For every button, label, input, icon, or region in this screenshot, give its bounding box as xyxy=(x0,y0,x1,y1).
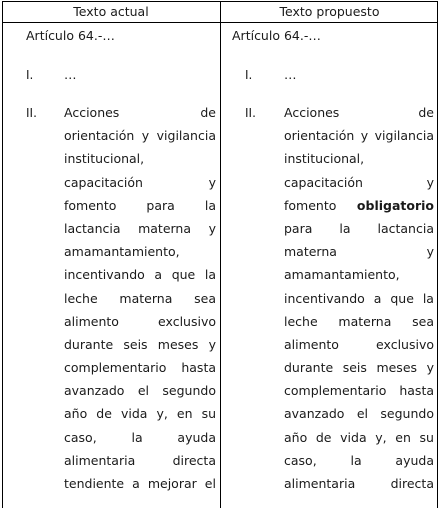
word: de xyxy=(200,105,216,120)
paragraph-line xyxy=(64,360,216,383)
word: la xyxy=(204,197,216,213)
word: para xyxy=(146,197,175,213)
word: vigilancia xyxy=(374,128,434,144)
word: amamantamiento, xyxy=(284,267,400,283)
word: exclusivo xyxy=(376,336,434,352)
word: y xyxy=(141,128,150,144)
paragraph-line xyxy=(64,291,216,314)
paragraph-line xyxy=(284,221,434,244)
word: su xyxy=(419,429,434,445)
word: directa xyxy=(172,452,216,468)
word: y xyxy=(360,128,369,144)
word: el xyxy=(356,406,369,422)
word: seis xyxy=(123,336,148,352)
paragraph-line xyxy=(284,267,434,290)
word: y, xyxy=(156,406,168,422)
word: año xyxy=(284,429,308,445)
paragraph-line xyxy=(64,430,216,453)
paragraph-line xyxy=(64,267,216,290)
paragraph-line xyxy=(64,314,216,337)
word: la xyxy=(350,452,362,468)
paragraph-line xyxy=(284,244,434,267)
word: mejorar xyxy=(147,476,197,491)
word: alimentaria xyxy=(284,476,356,491)
right-item-2-paragraph xyxy=(284,105,434,499)
word: y, xyxy=(375,429,387,445)
word: incentivando xyxy=(64,267,145,283)
word: ayuda xyxy=(395,452,434,468)
word: la xyxy=(339,220,351,236)
word: amamantamiento, xyxy=(64,244,180,260)
word: tendiente xyxy=(64,476,125,491)
word: materna xyxy=(284,244,337,260)
word: de xyxy=(418,105,434,120)
paragraph-line xyxy=(284,314,434,337)
word: materna xyxy=(119,290,173,306)
word: institucional, xyxy=(284,151,365,167)
word: la xyxy=(422,290,434,306)
word: fomento xyxy=(64,197,117,213)
word: durante xyxy=(284,360,334,376)
word: complementario xyxy=(284,383,387,399)
left-item-1-number: I. xyxy=(26,68,34,82)
word: directa xyxy=(390,476,434,491)
word: leche xyxy=(284,313,318,329)
paragraph-line xyxy=(64,151,216,174)
right-article-heading: Artículo 64.-… xyxy=(232,28,321,43)
word: lactancia xyxy=(64,220,121,236)
word: el xyxy=(204,476,216,491)
word: y xyxy=(426,360,434,376)
left-border xyxy=(2,1,3,508)
word: su xyxy=(201,406,216,422)
right-border xyxy=(437,1,438,508)
word: vigilancia xyxy=(156,128,216,144)
word: y xyxy=(208,336,216,352)
paragraph-line xyxy=(284,406,434,429)
paragraph-line xyxy=(284,105,434,128)
word: alimento xyxy=(64,313,119,329)
word: la xyxy=(131,429,143,445)
word: alimento xyxy=(284,336,339,352)
comparison-table xyxy=(2,1,438,508)
word: de xyxy=(315,429,332,445)
paragraph-line xyxy=(64,406,216,429)
paragraph-line xyxy=(284,360,434,383)
word: de xyxy=(96,406,112,422)
paragraph-line xyxy=(64,383,216,406)
paragraph-line xyxy=(284,198,434,221)
word: materna xyxy=(138,220,192,236)
word: caso, xyxy=(284,452,317,468)
word: para xyxy=(284,220,313,236)
paragraph-line xyxy=(284,453,434,476)
left-item-2-paragraph xyxy=(64,105,216,499)
word: y xyxy=(426,244,434,260)
paragraph-line xyxy=(64,337,216,360)
word: seis xyxy=(342,360,367,376)
word: avanzado xyxy=(284,406,345,422)
word: materna xyxy=(338,313,392,329)
word: hasta xyxy=(181,360,216,376)
word: en xyxy=(176,406,193,422)
word: a xyxy=(132,476,140,491)
paragraph-line xyxy=(64,198,216,221)
paragraph-line xyxy=(64,453,216,476)
word: meses xyxy=(376,360,418,376)
word: vida xyxy=(120,406,148,422)
word: incentivando xyxy=(284,290,365,306)
paragraph-line xyxy=(284,430,434,453)
word: Acciones xyxy=(284,105,340,120)
word: segundo xyxy=(380,406,434,422)
word: y xyxy=(208,174,216,190)
left-item-2-number: II. xyxy=(26,106,37,120)
word: sea xyxy=(194,290,216,306)
header-current-text: Texto actual xyxy=(73,4,149,19)
word: exclusivo xyxy=(158,313,216,329)
right-item-2-number: II. xyxy=(245,106,256,120)
paragraph-line xyxy=(64,175,216,198)
paragraph-line xyxy=(64,476,216,499)
word: en xyxy=(395,429,411,445)
paragraph-line xyxy=(284,175,434,198)
word: año xyxy=(64,406,88,422)
word: a xyxy=(154,267,163,283)
paragraph-line xyxy=(64,128,216,151)
word: durante xyxy=(64,336,114,352)
right-item-1-number: I. xyxy=(245,68,253,82)
word: institucional, xyxy=(64,151,145,167)
word: vida xyxy=(340,429,367,445)
word: orientación xyxy=(64,128,135,144)
right-item-1-text: … xyxy=(284,67,297,82)
word: alimentaria xyxy=(64,452,136,468)
word: ayuda xyxy=(177,429,216,445)
word: complementario xyxy=(64,360,167,376)
paragraph-line xyxy=(284,383,434,406)
word: sea xyxy=(412,313,434,329)
paragraph-line xyxy=(284,291,434,314)
word: que xyxy=(171,267,196,283)
word: y xyxy=(208,220,216,236)
paragraph-line xyxy=(284,476,434,499)
word: avanzado xyxy=(64,383,125,399)
word: segundo xyxy=(162,383,216,399)
bold-word: obligatorio xyxy=(356,197,434,213)
left-item-1-text: … xyxy=(64,67,77,82)
paragraph-line xyxy=(64,244,216,267)
word: el xyxy=(137,383,150,399)
word: leche xyxy=(64,290,98,306)
paragraph-line xyxy=(284,337,434,360)
word: la xyxy=(204,267,216,283)
word: caso, xyxy=(64,429,97,445)
word: capacitación xyxy=(64,174,143,190)
paragraph-line xyxy=(64,221,216,244)
word: capacitación xyxy=(284,174,363,190)
left-article-heading: Artículo 64.-… xyxy=(26,28,115,43)
word: fomento xyxy=(284,197,337,213)
word: meses xyxy=(157,336,199,352)
word: hasta xyxy=(399,383,434,399)
column-divider xyxy=(220,1,221,508)
paragraph-line xyxy=(64,105,216,128)
header-proposed-text: Texto propuesto xyxy=(279,4,380,19)
word: a xyxy=(373,290,382,306)
word: que xyxy=(390,290,414,306)
paragraph-line xyxy=(284,151,434,174)
word: Acciones xyxy=(64,105,120,120)
word: y xyxy=(426,174,434,190)
paragraph-line xyxy=(284,128,434,151)
word: orientación xyxy=(284,128,355,144)
word: lactancia xyxy=(377,220,434,236)
